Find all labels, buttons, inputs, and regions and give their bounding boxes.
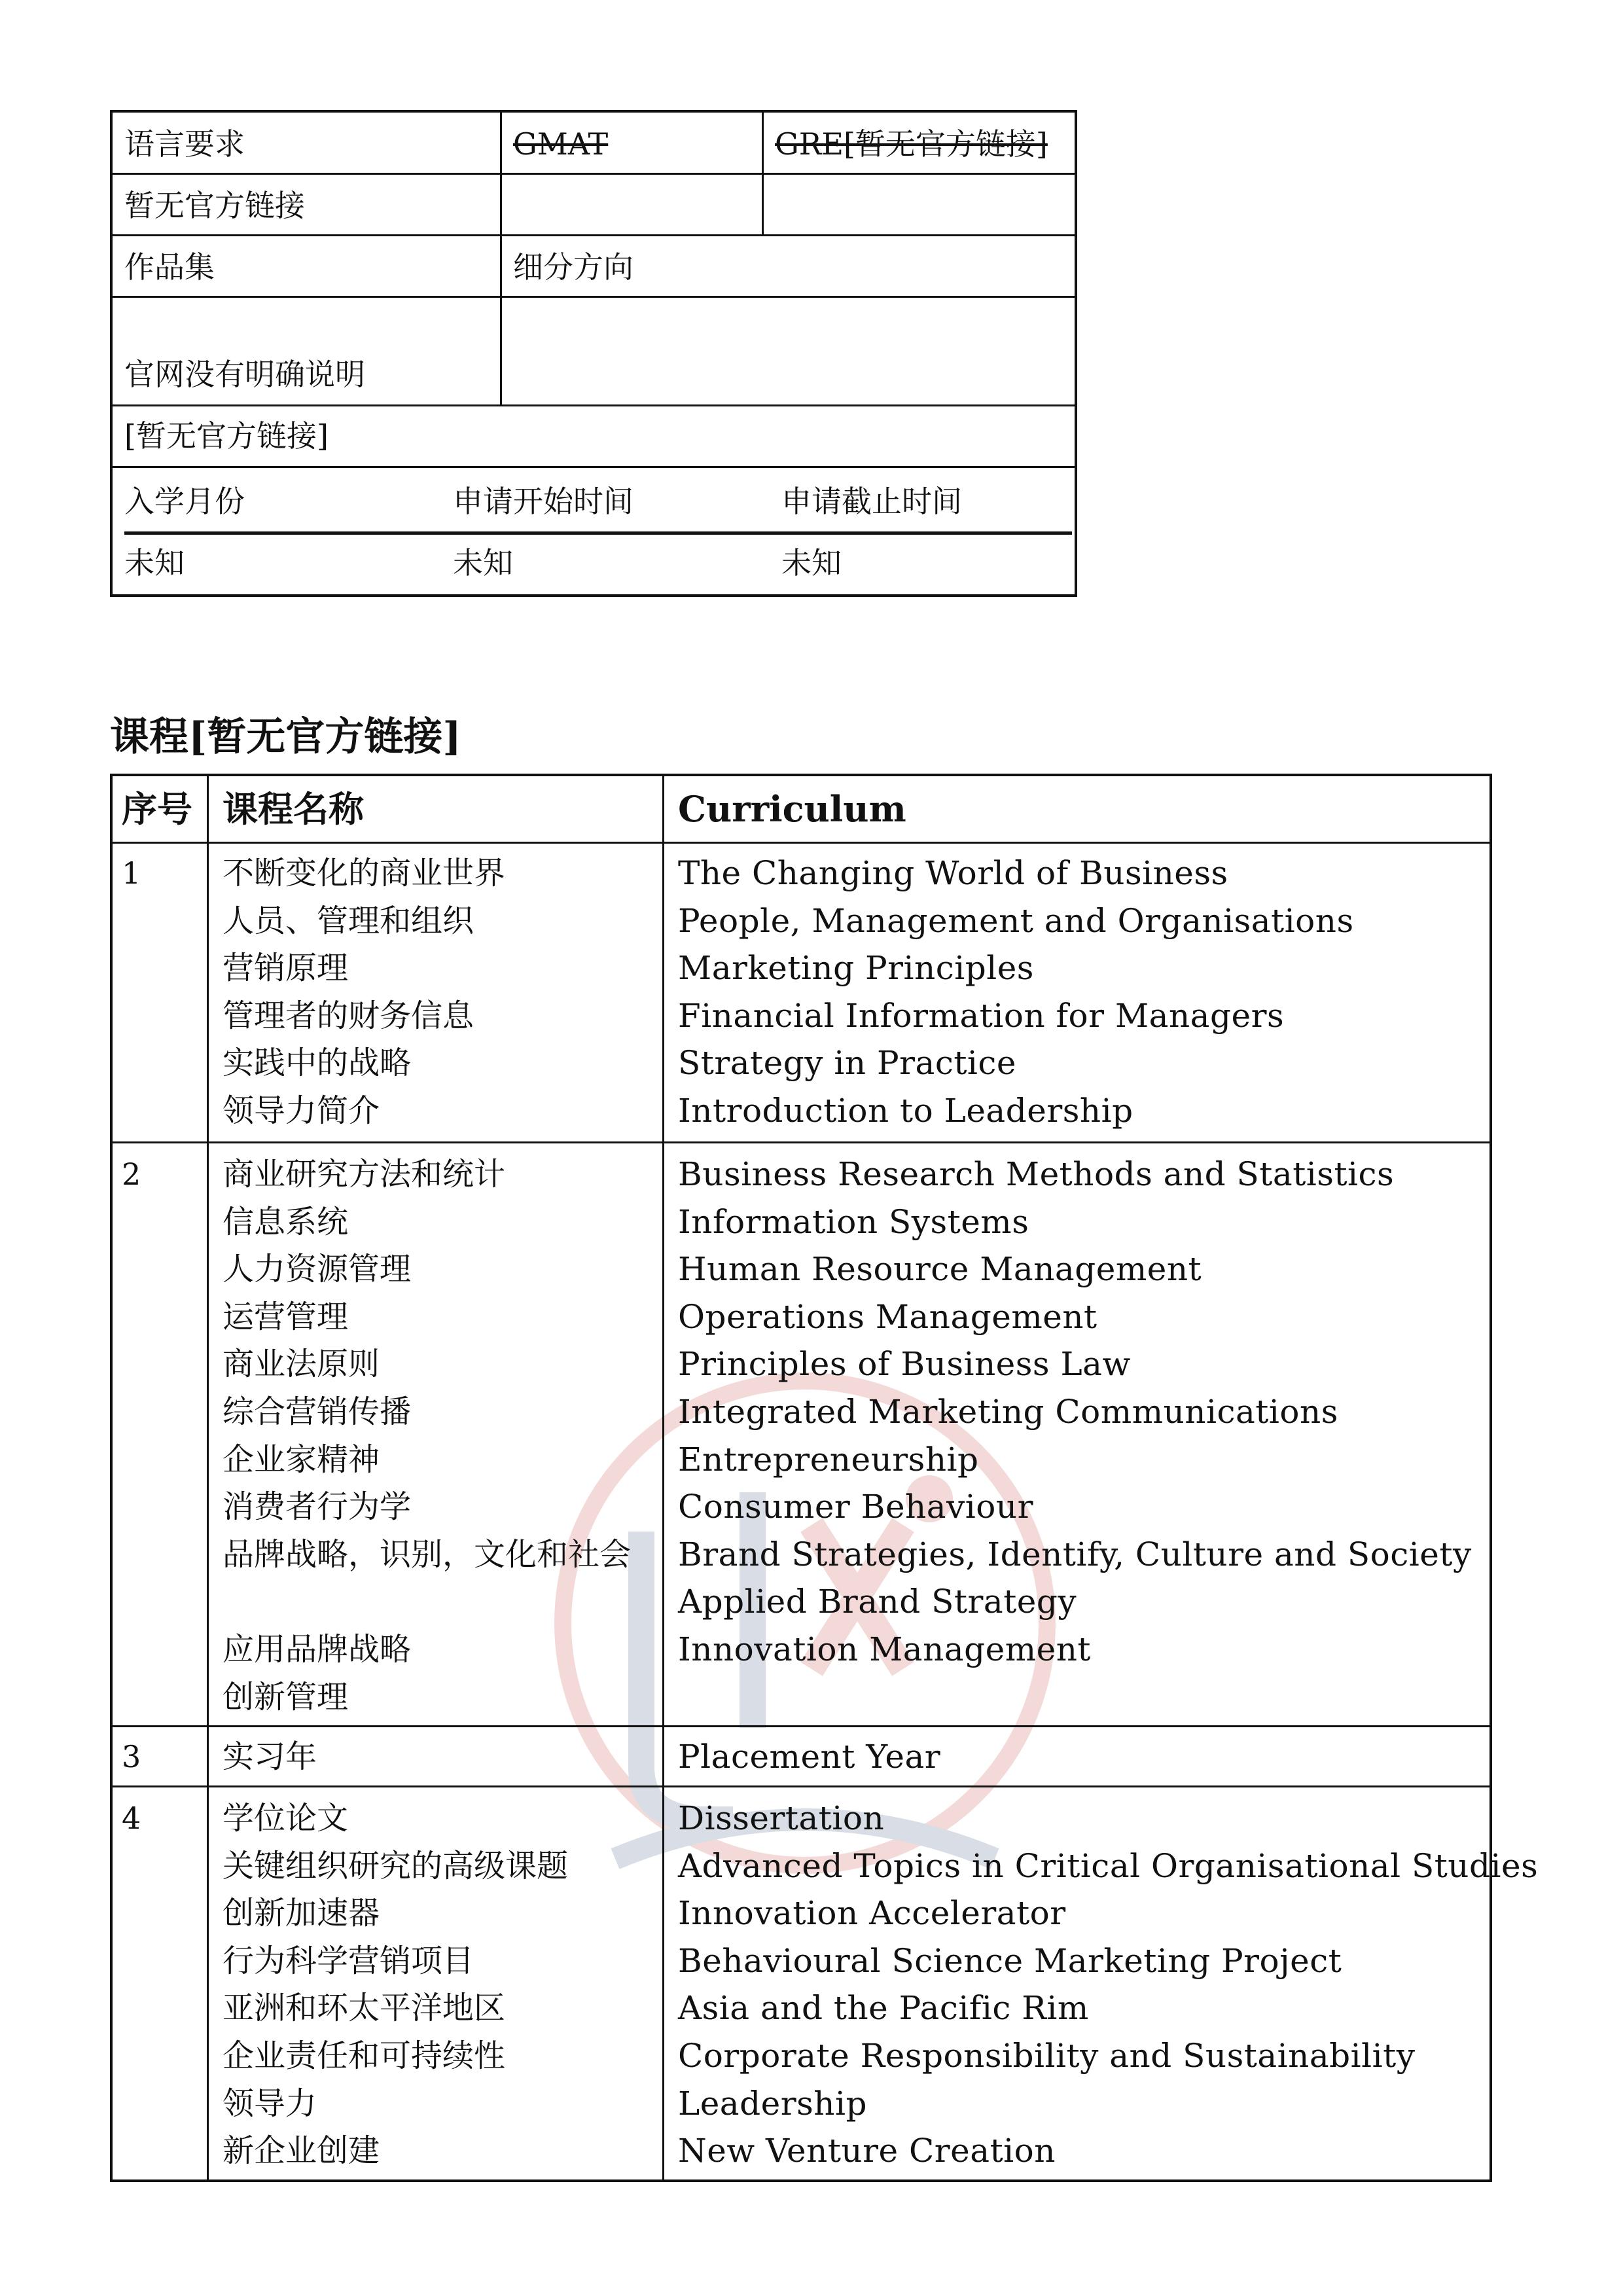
admission-info-table: [110, 110, 1077, 597]
course-name-en: Consumer Behaviour: [678, 1488, 1034, 1526]
course-name-en: Applied Brand Strategy: [678, 1583, 1077, 1621]
course-name-en: Financial Information for Managers: [678, 996, 1285, 1035]
row-2-course-list-en: [678, 1151, 1472, 1674]
course-name-zh: 信息系统: [223, 1203, 349, 1240]
course-name-zh: 行为科学营销项目: [223, 1942, 474, 1979]
no-official-link-text: 暂无官方链接: [124, 188, 305, 223]
course-name-en: Strategy in Practice: [678, 1044, 1017, 1083]
course-name-zh: 创新加速器: [223, 1895, 380, 1932]
course-name-en: Entrepreneurship: [678, 1440, 979, 1479]
header-course-name: 课程名称: [223, 788, 364, 830]
course-name-en: Leadership: [678, 2084, 867, 2123]
row-4-course-list-zh: [223, 1795, 568, 2175]
course-name-zh: 营销原理: [223, 950, 349, 987]
application-deadline-value: 未知: [781, 545, 842, 581]
row-1-course-list-zh: [223, 850, 505, 1135]
course-name-en: Dissertation: [678, 1799, 885, 1837]
course-name-zh: 实习年: [223, 1738, 317, 1775]
course-name-zh: 应用品牌战略: [223, 1630, 412, 1668]
course-name-zh: 消费者行为学: [223, 1488, 412, 1526]
course-name-en: Advanced Topics in Critical Organisational Studies: [678, 1846, 1539, 1885]
course-name-zh: 企业责任和可持续性: [223, 2037, 506, 2074]
row-1-course-list-en: [678, 850, 1354, 1135]
course-name-zh: 关键组织研究的高级课题: [223, 1847, 569, 1884]
course-name-zh: 创新管理: [223, 1678, 349, 1715]
bracket-no-link-text: [暂无官方链接]: [124, 418, 329, 454]
header-curriculum: Curriculum: [678, 788, 906, 830]
row-3-course-list-zh: [223, 1733, 317, 1781]
course-name-zh: 人力资源管理: [223, 1251, 412, 1288]
course-name-zh: 领导力简介: [223, 1092, 380, 1129]
row-4-number: 4: [122, 1801, 141, 1836]
application-open-label: 申请开始时间: [453, 484, 633, 519]
course-name-zh: 实践中的战略: [223, 1045, 412, 1082]
course-name-en: Behavioural Science Marketing Project: [678, 1941, 1342, 1980]
course-name-en: Brand Strategies, Identify, Culture and Society: [678, 1535, 1472, 1573]
language-requirement-label: 语言要求: [124, 126, 245, 162]
course-name-en: Innovation Accelerator: [678, 1894, 1066, 1933]
course-name-en: Placement Year: [678, 1738, 941, 1776]
course-name-zh: 企业家精神: [223, 1441, 380, 1478]
course-name-en: Introduction to Leadership: [678, 1091, 1133, 1130]
curriculum-section-title: 课程[暂无官方链接]: [110, 714, 461, 760]
application-deadline-label: 申请截止时间: [781, 484, 962, 519]
course-name-zh: 人员、管理和组织: [223, 902, 474, 939]
row-3-number: 3: [122, 1739, 141, 1774]
row-1-number: 1: [122, 855, 141, 891]
portfolio-label: 作品集: [124, 249, 215, 285]
course-name-zh: 领导力: [223, 2085, 317, 2122]
course-name-zh: 品牌战略，识别，文化和社会: [223, 1535, 632, 1573]
course-name-en: New Venture Creation: [678, 2132, 1056, 2170]
course-name-zh-blank: [223, 1578, 631, 1626]
course-name-zh: 新企业创建: [223, 2132, 380, 2170]
course-name-en: People, Management and Organisations: [678, 901, 1354, 940]
course-name-zh: 运营管理: [223, 1298, 349, 1335]
row-4-course-list-en: [678, 1795, 1538, 2175]
course-name-en: Business Research Methods and Statistics: [678, 1155, 1395, 1193]
course-name-en: Integrated Marketing Communications: [678, 1392, 1338, 1431]
course-name-zh: 综合营销传播: [223, 1393, 412, 1430]
gre-label: GRE[暂无官方链接]: [775, 126, 1048, 162]
course-name-en: Principles of Business Law: [678, 1345, 1131, 1384]
course-name-en: The Changing World of Business: [678, 854, 1228, 892]
course-name-zh: 不断变化的商业世界: [223, 855, 506, 891]
course-name-en: Corporate Responsibility and Sustainability: [678, 2036, 1416, 2075]
course-name-zh: 管理者的财务信息: [223, 997, 474, 1034]
course-name-en: Human Resource Management: [678, 1250, 1202, 1289]
application-open-value: 未知: [453, 545, 513, 581]
row-3-course-list-en: [678, 1733, 940, 1781]
header-number: 序号: [122, 788, 192, 830]
course-name-en: Operations Management: [678, 1297, 1097, 1336]
row-2-number: 2: [122, 1157, 141, 1192]
portfolio-value: 官网没有明确说明: [124, 357, 365, 392]
course-name-en: Marketing Principles: [678, 949, 1034, 988]
gmat-label: GMAT: [513, 126, 609, 162]
intake-month-label: 入学月份: [124, 484, 245, 519]
curriculum-table: [110, 774, 1539, 2182]
course-name-zh: 商业研究方法和统计: [223, 1156, 506, 1193]
course-name-zh: 学位论文: [223, 1800, 349, 1837]
course-name-en: Asia and the Pacific Rim: [678, 1989, 1089, 2028]
intake-month-value: 未知: [124, 545, 185, 581]
course-name-en: Information Systems: [678, 1202, 1029, 1241]
course-name-en: Innovation Management: [678, 1630, 1092, 1668]
row-2-course-list-zh: [223, 1151, 631, 1721]
course-name-zh: 亚洲和环太平洋地区: [223, 1990, 506, 2027]
direction-label: 细分方向: [513, 249, 633, 285]
course-name-zh: 商业法原则: [223, 1346, 380, 1383]
